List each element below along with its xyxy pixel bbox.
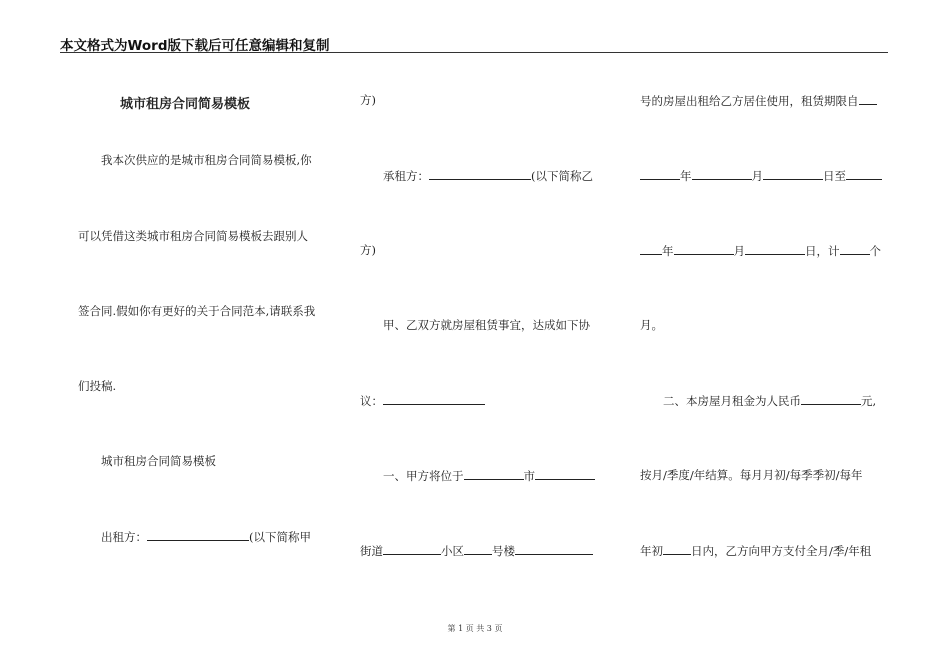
month-blank[interactable] xyxy=(692,168,752,180)
year-label: 年 xyxy=(680,169,692,183)
payment-line xyxy=(640,543,871,558)
lessee-line xyxy=(383,168,593,183)
agreement-label: 议： xyxy=(360,394,383,408)
paragraph-line: 按月/季度/年结算。每月月初/每季季初/每年 xyxy=(640,468,863,482)
paragraph-line: 方) xyxy=(360,243,376,257)
unit-label: 个 xyxy=(869,244,881,258)
paragraph-line: 月。 xyxy=(640,318,663,332)
lease-end-line xyxy=(640,243,881,258)
header-title: 本文格式为Word版下载后可任意编辑和复制 xyxy=(60,38,330,54)
lessor-line xyxy=(101,529,311,544)
clause-one-line xyxy=(383,468,595,483)
payment-prefix: 年初 xyxy=(640,544,663,558)
district-blank[interactable] xyxy=(535,468,595,480)
end-month-label: 月 xyxy=(733,244,745,258)
day-blank[interactable] xyxy=(763,168,823,180)
lessee-blank[interactable] xyxy=(429,168,531,180)
paragraph-line: 方) xyxy=(360,93,376,107)
agreement-blank[interactable] xyxy=(383,393,485,405)
building-label: 号楼 xyxy=(492,544,515,558)
day-to-label: 日至 xyxy=(823,169,846,183)
agreement-line xyxy=(360,393,485,408)
lease-start-line xyxy=(640,93,877,108)
rent-blank[interactable] xyxy=(801,393,861,405)
paragraph-line: 可以凭借这类城市租房合同简易模板去跟别人 xyxy=(78,229,308,243)
lessor-label: 出租方： xyxy=(101,530,147,544)
page-footer: 第 1 页 共 3 页 xyxy=(447,624,503,633)
city-blank[interactable] xyxy=(464,468,524,480)
lessor-suffix: (以下简称甲 xyxy=(249,530,311,544)
lease-date-line xyxy=(640,168,882,183)
section-subtitle: 城市租房合同简易模板 xyxy=(101,454,216,468)
months-blank[interactable] xyxy=(840,243,870,255)
lease-text: 号的房屋出租给乙方居住使用，租赁期限自 xyxy=(640,94,859,108)
community-blank[interactable] xyxy=(464,543,492,555)
lessee-label: 承租方： xyxy=(383,169,429,183)
paragraph-line: 我本次供应的是城市租房合同简易模板,你 xyxy=(101,153,312,167)
payment-text: 日内，乙方向甲方支付全月/季/年租 xyxy=(691,544,872,558)
lessor-blank[interactable] xyxy=(147,529,249,541)
start-blank[interactable] xyxy=(859,93,877,105)
building-blank[interactable] xyxy=(515,543,593,555)
total-label: 日，计 xyxy=(805,244,840,258)
end-month-blank[interactable] xyxy=(674,243,734,255)
end-day-blank[interactable] xyxy=(745,243,805,255)
community-label: 小区 xyxy=(441,544,464,558)
page-header xyxy=(60,34,888,53)
end-blank[interactable] xyxy=(846,168,882,180)
street-blank[interactable] xyxy=(383,543,441,555)
lessee-suffix: (以下简称乙 xyxy=(531,169,593,183)
rent-unit: 元, xyxy=(861,394,877,408)
paragraph-line: 签合同.假如你有更好的关于合同范本,请联系我 xyxy=(78,304,316,318)
address-line xyxy=(360,543,593,558)
street-label: 街道 xyxy=(360,544,383,558)
year-blank[interactable] xyxy=(640,168,680,180)
clause-one-text: 一、甲方将位于 xyxy=(383,469,464,483)
end-year-label: 年 xyxy=(662,244,674,258)
paragraph-line: 们投稿. xyxy=(78,379,117,393)
document-title: 城市租房合同简易模板 xyxy=(120,97,251,112)
end-year-blank[interactable] xyxy=(640,243,662,255)
rent-line xyxy=(663,393,876,408)
rent-text: 二、本房屋月租金为人民币 xyxy=(663,394,801,408)
month-label: 月 xyxy=(751,169,763,183)
paragraph-line: 甲、乙双方就房屋租赁事宜，达成如下协 xyxy=(383,318,590,332)
city-label: 市 xyxy=(523,469,535,483)
payment-days-blank[interactable] xyxy=(663,543,691,555)
